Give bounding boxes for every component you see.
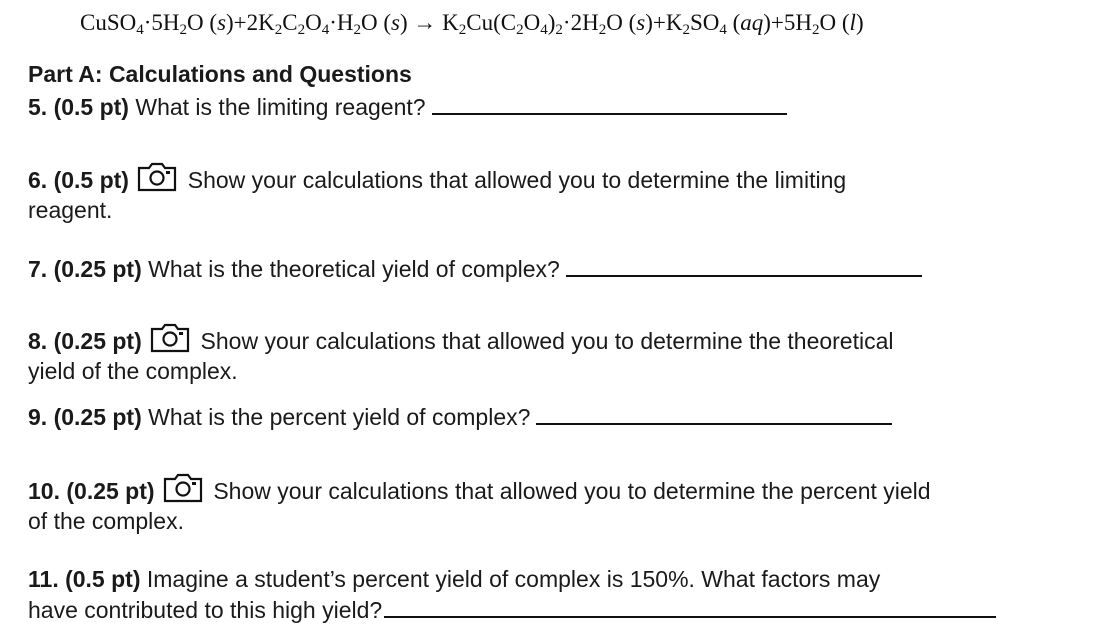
question-text: Show your calculations that allowed you to determine the percent yield (206, 478, 931, 504)
answer-blank[interactable] (384, 594, 996, 618)
question-9 (28, 401, 892, 432)
answer-blank[interactable] (566, 253, 922, 277)
answer-blank[interactable] (432, 91, 787, 115)
question-text: What is the theoretical yield of complex? (141, 256, 560, 282)
question-5 (28, 91, 787, 122)
section-title: Part A: Calculations and Questions (28, 61, 412, 87)
question-number: 7. (0.25 pt) (28, 256, 142, 282)
answer-blank[interactable] (536, 401, 892, 425)
question-10 (28, 473, 931, 536)
question-text: What is the percent yield of complex? (141, 404, 531, 430)
question-7 (28, 253, 922, 284)
question-number: 9. (0.25 pt) (28, 404, 142, 430)
camera-icon[interactable] (137, 162, 177, 192)
question-text-cont: have contributed to this high yield? (28, 597, 383, 623)
reaction-equation: $CuSO_4\cdot 5H_2O$ $(s)+2K_2C_2O_4\cdot H_2O$ $(s) \to K_2Cu(C_2O_4)_2\cdot 2H_2O$ $(s)+K_2SO_4$ $(aq)+5H_2O$ (l) (80, 10, 864, 38)
question-8 (28, 323, 894, 386)
camera-icon[interactable] (163, 473, 203, 503)
camera-icon[interactable] (150, 323, 190, 353)
question-number: 10. (0.25 pt) (28, 478, 155, 504)
question-text-cont: of the complex. (28, 508, 184, 534)
question-text-cont: yield of the complex. (28, 358, 238, 384)
question-number: 11. (0.5 pt) (28, 566, 141, 592)
question-number: 6. (0.5 pt) (28, 167, 129, 193)
question-text: Show your calculations that allowed you to determine the limiting (181, 167, 847, 193)
question-number: 5. (0.5 pt) (28, 94, 129, 120)
question-text-cont: reagent. (28, 197, 113, 223)
question-text: What is the limiting reagent? (128, 94, 426, 120)
question-11 (28, 564, 996, 625)
question-text: Imagine a student’s percent yield of complex is 150%. What factors may (140, 566, 881, 592)
question-text: Show your calculations that allowed you to determine the theoretical (194, 328, 894, 354)
question-number: 8. (0.25 pt) (28, 328, 142, 354)
question-6 (28, 162, 846, 225)
